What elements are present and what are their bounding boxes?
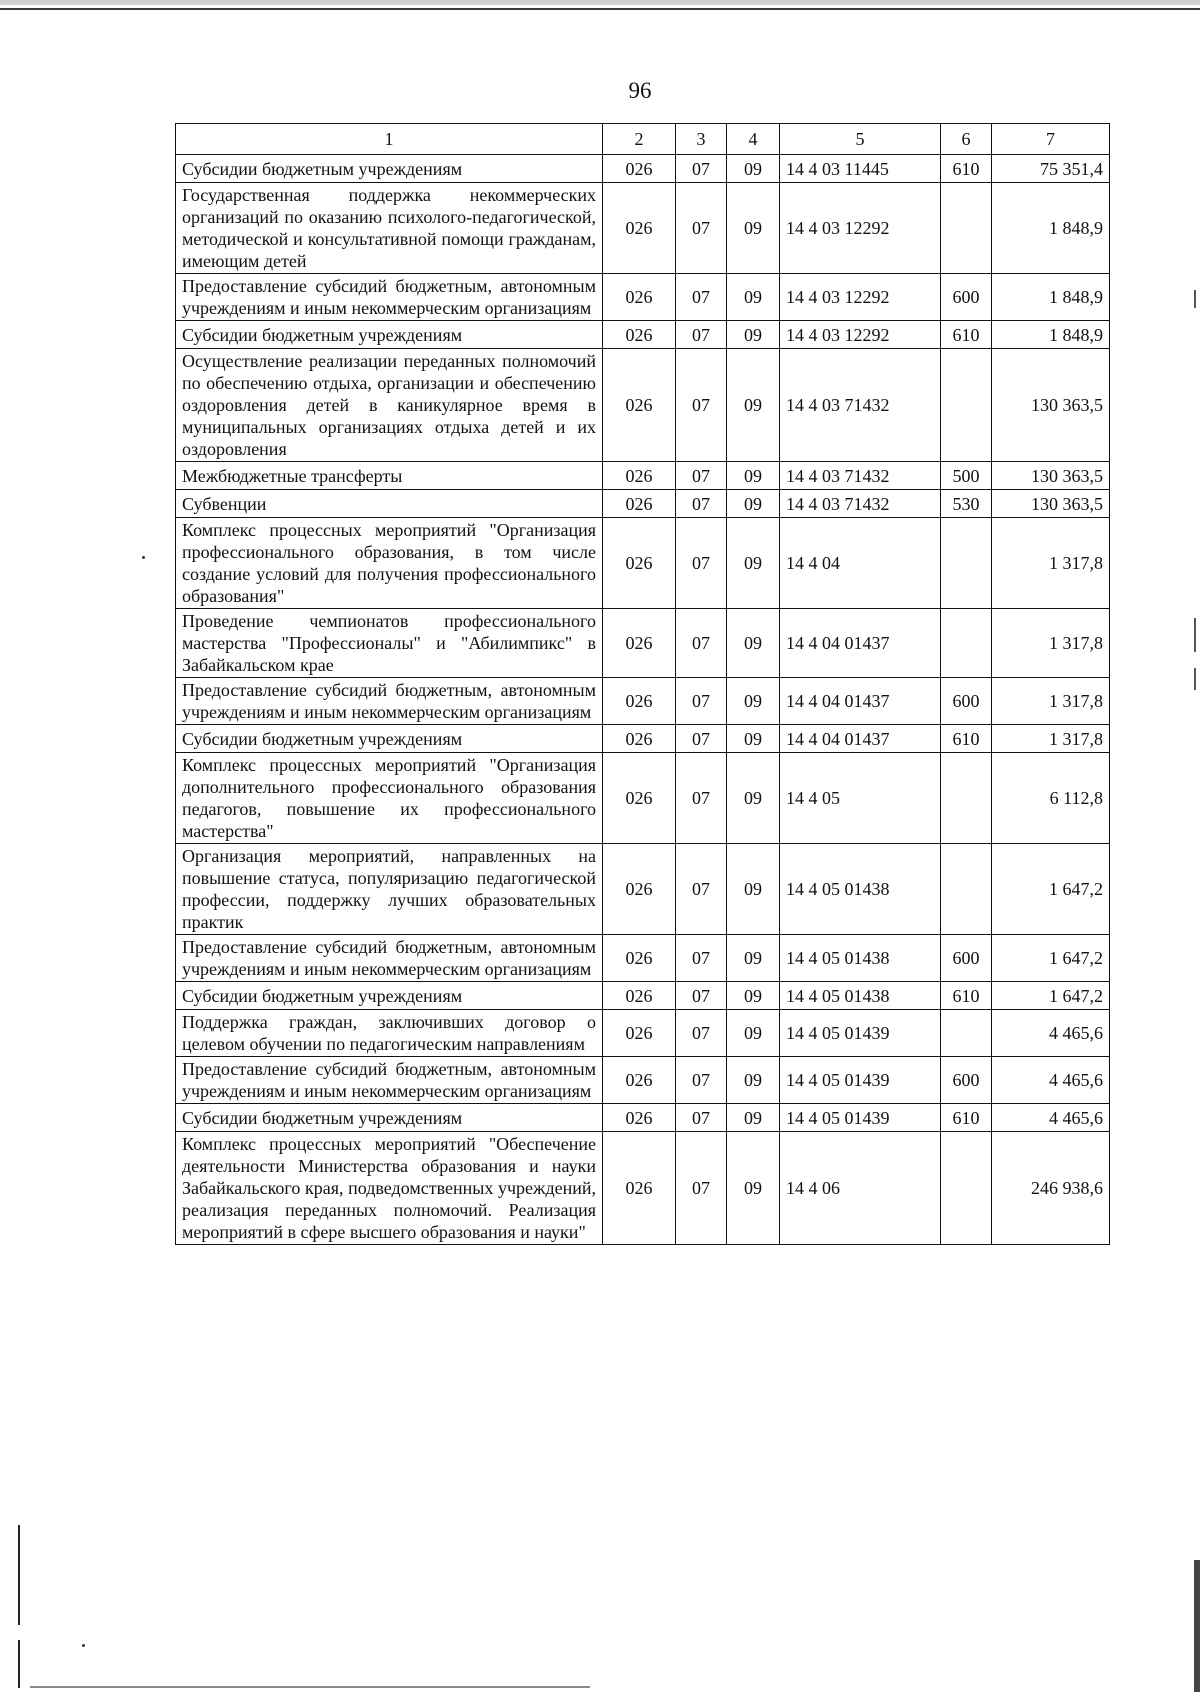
row-csr: 14 4 05 01439 [780,1104,941,1132]
row-vr [941,1010,992,1057]
row-sum: 6 112,8 [992,753,1110,844]
row-sum: 4 465,6 [992,1057,1110,1104]
row-vr [941,844,992,935]
row-pr: 09 [727,753,780,844]
row-sum: 4 465,6 [992,1010,1110,1057]
row-name: Субвенции [176,490,603,518]
row-rz: 07 [676,982,727,1010]
row-pr: 09 [727,1104,780,1132]
row-vr: 610 [941,155,992,183]
row-pr: 09 [727,678,780,725]
row-pr: 09 [727,183,780,274]
table-row [176,1010,1110,1057]
row-vr: 530 [941,490,992,518]
row-rz: 07 [676,349,727,462]
scan-margin-mark [18,1640,20,1688]
row-vr [941,183,992,274]
row-pr: 09 [727,321,780,349]
row-gr: 026 [603,1057,676,1104]
row-sum: 1 848,9 [992,321,1110,349]
row-rz: 07 [676,462,727,490]
row-rz: 07 [676,183,727,274]
scan-bottom-rule [30,1686,590,1688]
table-row [176,155,1110,183]
row-vr: 610 [941,982,992,1010]
row-csr: 14 4 03 12292 [780,321,941,349]
row-gr: 026 [603,183,676,274]
scan-margin-mark [1194,290,1196,308]
column-header: 2 [603,124,676,155]
row-name: Предоставление субсидий бюджетным, автономным учреждениям и иным некоммерческим организациям [176,678,603,725]
row-sum: 1 317,8 [992,678,1110,725]
row-csr: 14 4 06 [780,1132,941,1245]
row-pr: 09 [727,462,780,490]
column-header: 5 [780,124,941,155]
scan-margin-mark [1194,668,1196,690]
row-gr: 026 [603,935,676,982]
table-row [176,844,1110,935]
row-sum: 4 465,6 [992,1104,1110,1132]
row-rz: 07 [676,155,727,183]
row-name: Субсидии бюджетным учреждениям [176,155,603,183]
row-gr: 026 [603,1132,676,1245]
row-name: Государственная поддержка некоммерческих организаций по оказанию психолого-педагогической, методической и консультативной помощи гражданам, имеющим детей [176,183,603,274]
row-csr: 14 4 03 71432 [780,462,941,490]
table-row [176,490,1110,518]
row-pr: 09 [727,1057,780,1104]
table-row [176,725,1110,753]
row-vr: 600 [941,935,992,982]
row-csr: 14 4 03 71432 [780,349,941,462]
row-name: Поддержка граждан, заключивших договор о целевом обучении по педагогическим направлениям [176,1010,603,1057]
row-sum: 130 363,5 [992,462,1110,490]
row-gr: 026 [603,725,676,753]
scan-line-top [0,8,1200,10]
table-row [176,274,1110,321]
row-pr: 09 [727,982,780,1010]
table-row [176,462,1110,490]
row-sum: 75 351,4 [992,155,1110,183]
scan-edge-right [1194,1560,1200,1692]
row-sum: 1 317,8 [992,518,1110,609]
table-row [176,753,1110,844]
row-csr: 14 4 05 01439 [780,1010,941,1057]
row-gr: 026 [603,462,676,490]
row-csr: 14 4 05 01438 [780,982,941,1010]
row-gr: 026 [603,609,676,678]
scan-margin-mark [1194,618,1196,652]
row-csr: 14 4 03 71432 [780,490,941,518]
row-pr: 09 [727,609,780,678]
row-vr [941,1132,992,1245]
row-vr [941,753,992,844]
row-name: Субсидии бюджетным учреждениям [176,725,603,753]
row-csr: 14 4 04 01437 [780,725,941,753]
row-name: Предоставление субсидий бюджетным, автономным учреждениям и иным некоммерческим организациям [176,935,603,982]
row-rz: 07 [676,753,727,844]
row-sum: 130 363,5 [992,349,1110,462]
row-csr: 14 4 03 12292 [780,183,941,274]
row-vr [941,518,992,609]
row-name: Комплекс процессных мероприятий "Организация профессионального образования, в том числе создание условий для получения профессионального образования" [176,518,603,609]
row-csr: 14 4 04 01437 [780,609,941,678]
row-name: Комплекс процессных мероприятий "Обеспечение деятельности Министерства образования и науки Забайкальского края, подведомственных учреждений, реализация переданных полномочий. Реализация мероприятий в сфере высшего образования и науки" [176,1132,603,1245]
row-pr: 09 [727,935,780,982]
column-header: 6 [941,124,992,155]
row-vr: 610 [941,321,992,349]
row-gr: 026 [603,518,676,609]
row-name: Проведение чемпионатов профессионального мастерства "Профессионалы" и "Абилимпикс" в Забайкальском крае [176,609,603,678]
budget-table [175,123,1110,1245]
row-rz: 07 [676,1132,727,1245]
row-name: Предоставление субсидий бюджетным, автономным учреждениям и иным некоммерческим организациям [176,274,603,321]
row-vr: 600 [941,274,992,321]
row-rz: 07 [676,935,727,982]
row-name: Осуществление реализации переданных полномочий по обеспечению отдыха, организации и обеспечению оздоровления детей в каникулярное время в муниципальных организациях отдыха детей и их оздоровления [176,349,603,462]
row-gr: 026 [603,753,676,844]
page-number: 96 [628,78,652,103]
row-vr: 500 [941,462,992,490]
row-name: Субсидии бюджетным учреждениям [176,982,603,1010]
row-pr: 09 [727,490,780,518]
table-row [176,183,1110,274]
row-rz: 07 [676,725,727,753]
row-csr: 14 4 05 01438 [780,844,941,935]
row-name: Комплекс процессных мероприятий "Организация дополнительного профессионального образования педагогов, повышение их профессионального мастерства" [176,753,603,844]
table-row [176,982,1110,1010]
scan-speck [82,1644,85,1647]
scan-edge-top [0,0,1200,5]
column-header: 3 [676,124,727,155]
row-vr: 610 [941,1104,992,1132]
row-pr: 09 [727,518,780,609]
row-vr: 600 [941,678,992,725]
row-sum: 246 938,6 [992,1132,1110,1245]
row-gr: 026 [603,844,676,935]
table-row [176,321,1110,349]
row-gr: 026 [603,274,676,321]
row-name: Субсидии бюджетным учреждениям [176,1104,603,1132]
row-sum: 1 317,8 [992,609,1110,678]
column-header: 4 [727,124,780,155]
table-row [176,1132,1110,1245]
row-sum: 1 848,9 [992,274,1110,321]
row-pr: 09 [727,349,780,462]
row-gr: 026 [603,349,676,462]
row-rz: 07 [676,518,727,609]
row-pr: 09 [727,725,780,753]
row-rz: 07 [676,1010,727,1057]
row-rz: 07 [676,1057,727,1104]
table-header-row [176,124,1110,155]
row-rz: 07 [676,1104,727,1132]
row-gr: 026 [603,678,676,725]
row-rz: 07 [676,844,727,935]
scan-speck [142,556,145,559]
row-csr: 14 4 05 [780,753,941,844]
row-gr: 026 [603,982,676,1010]
row-csr: 14 4 03 12292 [780,274,941,321]
column-header: 1 [176,124,603,155]
row-gr: 026 [603,155,676,183]
row-rz: 07 [676,274,727,321]
row-vr: 610 [941,725,992,753]
row-vr: 600 [941,1057,992,1104]
row-vr [941,349,992,462]
row-csr: 14 4 03 11445 [780,155,941,183]
row-gr: 026 [603,490,676,518]
row-rz: 07 [676,609,727,678]
row-gr: 026 [603,1104,676,1132]
row-vr [941,609,992,678]
row-name: Организация мероприятий, направленных на повышение статуса, популяризацию педагогической профессии, поддержку лучших образовательных практик [176,844,603,935]
row-sum: 1 317,8 [992,725,1110,753]
scan-margin-mark [18,1525,20,1625]
row-sum: 130 363,5 [992,490,1110,518]
row-pr: 09 [727,844,780,935]
row-rz: 07 [676,321,727,349]
row-pr: 09 [727,1010,780,1057]
table-row [176,935,1110,982]
row-name: Межбюджетные трансферты [176,462,603,490]
row-pr: 09 [727,155,780,183]
table-row [176,1104,1110,1132]
row-sum: 1 647,2 [992,982,1110,1010]
row-name: Субсидии бюджетным учреждениям [176,321,603,349]
row-gr: 026 [603,321,676,349]
row-csr: 14 4 04 [780,518,941,609]
table-row [176,1057,1110,1104]
row-csr: 14 4 05 01439 [780,1057,941,1104]
table-row [176,518,1110,609]
row-csr: 14 4 05 01438 [780,935,941,982]
row-gr: 026 [603,1010,676,1057]
row-name: Предоставление субсидий бюджетным, автономным учреждениям и иным некоммерческим организациям [176,1057,603,1104]
column-header: 7 [992,124,1110,155]
row-sum: 1 647,2 [992,844,1110,935]
row-pr: 09 [727,274,780,321]
row-sum: 1 647,2 [992,935,1110,982]
row-rz: 07 [676,678,727,725]
table-row [176,349,1110,462]
row-sum: 1 848,9 [992,183,1110,274]
row-pr: 09 [727,1132,780,1245]
row-csr: 14 4 04 01437 [780,678,941,725]
table-row [176,678,1110,725]
table-row [176,609,1110,678]
row-rz: 07 [676,490,727,518]
